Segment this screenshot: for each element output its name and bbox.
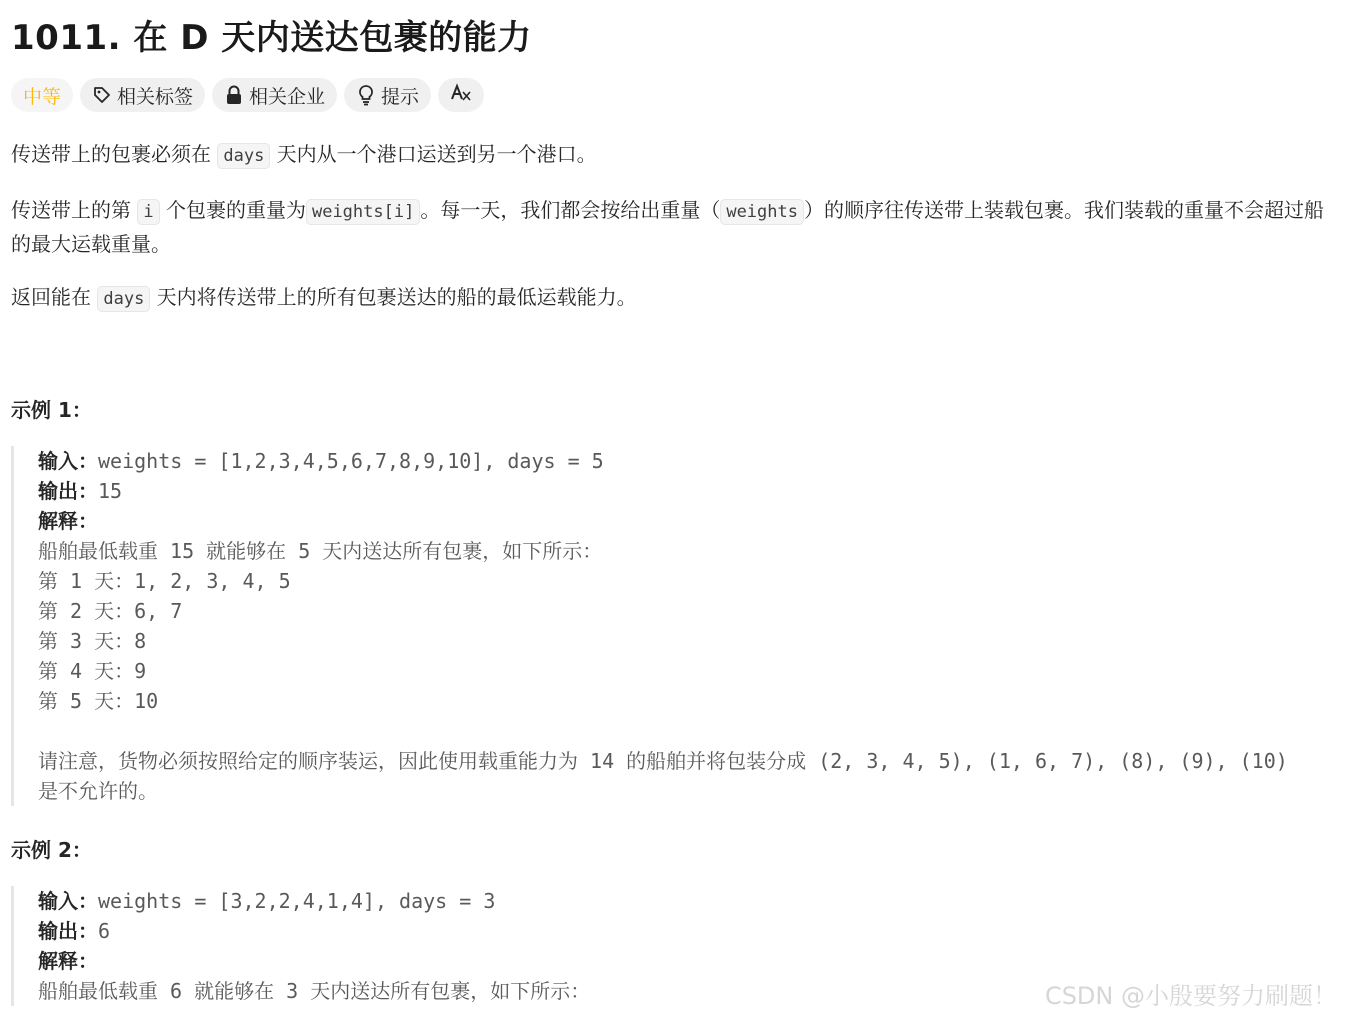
input-value: weights = [1,2,3,4,5,6,7,8,9,10], days = 5 xyxy=(98,449,604,473)
desc-text: ）的顺序往传送带上装载包裹。我们装载的重量不会超过船的最大运载重量。 xyxy=(11,198,1324,256)
description-paragraph-2 xyxy=(11,194,1331,260)
watermark: CSDN @小殷要努力刷题！ xyxy=(1044,982,1337,1010)
explain-label: 解释： xyxy=(38,949,98,973)
inline-code: weights xyxy=(720,199,804,225)
hint-label: 提示 xyxy=(381,85,420,108)
explain-line: 第 2 天：6, 7 xyxy=(38,599,183,623)
lightbulb-icon xyxy=(356,85,376,105)
inline-code: days xyxy=(217,143,270,169)
hint-button[interactable] xyxy=(344,78,431,112)
explain-label: 解释： xyxy=(38,509,98,533)
explain-line: 第 1 天：1, 2, 3, 4, 5 xyxy=(38,569,291,593)
desc-text: 天内从一个港口运送到另一个港口。 xyxy=(276,142,597,166)
explain-line: 船舶最低载重 6 就能够在 3 天内送达所有包裹，如下所示： xyxy=(38,979,591,1003)
explain-line: 第 3 天：8 xyxy=(38,629,147,653)
translate-button[interactable] xyxy=(438,78,484,112)
description-paragraph-3 xyxy=(11,281,1331,315)
explain-line: 第 5 天：10 xyxy=(38,689,159,713)
desc-text: 返回能在 xyxy=(11,285,91,309)
desc-text: 个包裹的重量为 xyxy=(165,198,306,222)
desc-text: 传送带上的第 xyxy=(11,198,131,222)
translate-icon xyxy=(450,83,472,108)
desc-text: 。每一天，我们都会按给出重量（ xyxy=(420,198,721,222)
related-companies-button[interactable] xyxy=(212,78,337,112)
tag-row xyxy=(11,78,484,112)
input-label: 输入： xyxy=(38,889,98,913)
output-value: 6 xyxy=(98,919,111,943)
lock-icon xyxy=(224,85,244,105)
output-label: 输出： xyxy=(38,919,98,943)
output-value: 15 xyxy=(98,479,123,503)
related-tags-button[interactable] xyxy=(80,78,205,112)
explain-line: 第 4 天：9 xyxy=(38,659,147,683)
desc-text: 天内将传送带上的所有包裹送达的船的最低运载能力。 xyxy=(156,285,637,309)
input-value: weights = [3,2,2,4,1,4], days = 3 xyxy=(98,889,496,913)
page-title: 1011. 在 D 天内送达包裹的能力 xyxy=(11,18,532,58)
input-label: 输入： xyxy=(38,449,98,473)
inline-code: days xyxy=(97,286,150,312)
tag-icon xyxy=(92,85,112,105)
related-tags-label: 相关标签 xyxy=(117,85,194,108)
example-1-block xyxy=(11,446,1338,806)
example-1-title: 示例 1： xyxy=(11,398,92,422)
difficulty-badge[interactable]: 中等 xyxy=(11,78,73,112)
explain-line: 船舶最低载重 15 就能够在 5 天内送达所有包裹，如下所示： xyxy=(38,539,603,563)
example-2-title: 示例 2： xyxy=(11,838,92,862)
description-paragraph-1 xyxy=(11,138,1331,172)
output-label: 输出： xyxy=(38,479,98,503)
related-companies-label: 相关企业 xyxy=(249,85,326,108)
explain-note: 请注意，货物必须按照给定的顺序装运，因此使用载重能力为 14 的船舶并将包装分成 (2, 3, 4, 5), (1, 6, 7), (8), (9), (10) 是不允许的。 xyxy=(38,749,1288,803)
desc-text: 传送带上的包裹必须在 xyxy=(11,142,211,166)
inline-code: i xyxy=(137,199,159,225)
inline-code: weights[i] xyxy=(306,199,420,225)
